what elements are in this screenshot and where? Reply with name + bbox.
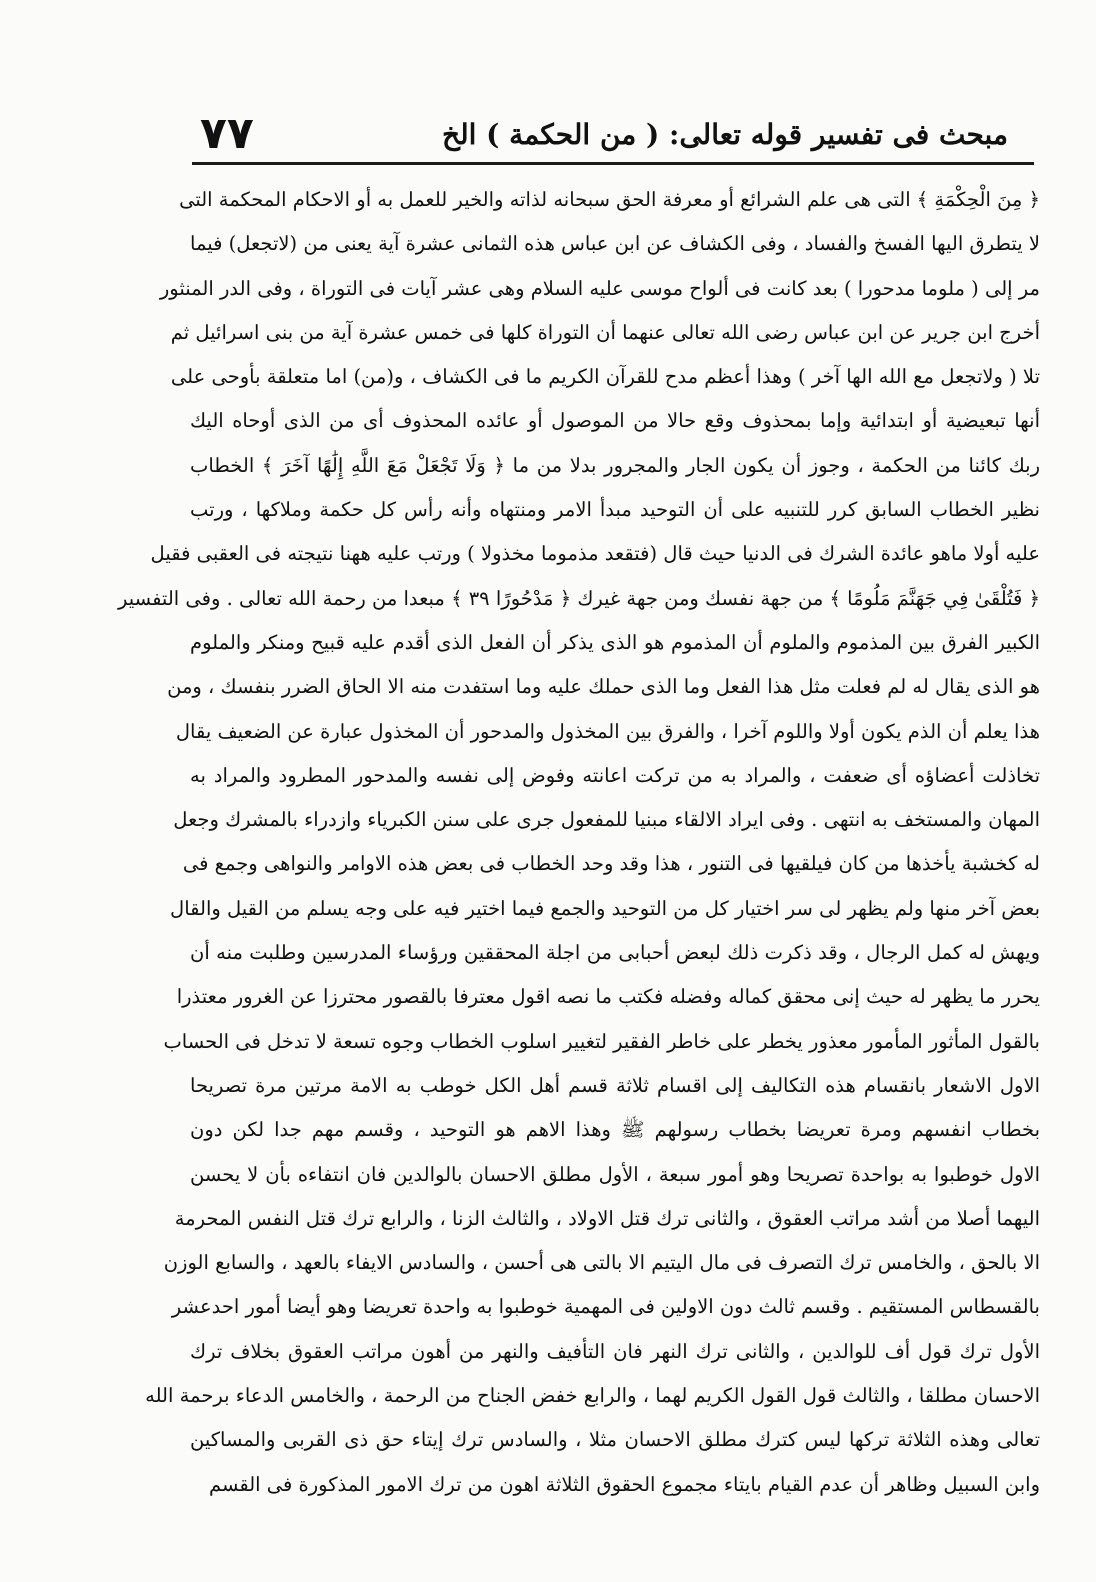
text-line: الكبير الفرق بين المذموم والملوم أن المذموم هو الذى يذكر أن الفعل الذى أقدم عليه قبيح ومنكر والملوم <box>190 630 1040 654</box>
text-line: أخرج ابن جرير عن ابن عباس رضى الله تعالى عنهما أن التوراة كلها فى خمس عشرة آية من بنى اسرائيل ثم <box>170 320 1040 344</box>
text-line: تعالى وهذه الثلاثة تركها ليس كترك مطلق الاحسان مثلا ، والسادس ترك إيتاء حق ذى القربى والمساكين <box>190 1428 1040 1452</box>
body-text <box>118 178 1040 1507</box>
text-line: نظير الخطاب السابق كرر للتنبيه على أن التوحيد مبدأ الامر ومنتهاه وأنه رأس كل حكمة وملاكها ، ورتب <box>190 498 1040 522</box>
page-number: ٧٧ <box>200 108 254 159</box>
text-line: هذا يعلم أن الذم يكون أولا واللوم آخرا ، والفرق بين المخذول والمدحور أن المخذول عبارة عن الضعيف يقال <box>175 719 1040 743</box>
text-line: ﴿ فَتُلْقَىٰ فِي جَهَنَّمَ مَلُومًا ﴾ من جهة نفسك ومن جهة غيرك ﴿ مَدْحُورًا ٣٩ ﴾ مبعدا من رحمة الله تعالى . وفى التفسير <box>118 586 1040 610</box>
text-line: الأول ترك قول أف للوالدين ، والثانى ترك النهر فان التأفيف والنهر من أهون مراتب العقوق بخلاف ترك <box>190 1339 1040 1363</box>
text-line: الاول خوطبوا به بواحدة تصريحا وهو أمور سبعة ، الأول مطلق الاحسان بالوالدين فان انتفاءه بأن لا يحسن <box>190 1162 1040 1186</box>
text-line: اليهما أصلا من أشد مراتب العقوق ، والثانى ترك قتل الاولاد ، والثالث الزنا ، والرابع ترك قتل النفس المحرمة <box>174 1206 1040 1230</box>
text-line: له كخشبة يأخذها من كان فيلقيها فى التنور ، هذا وقد وحد الخطاب فى بعض هذه الاوامر والنواهى وجمع فى <box>182 852 1040 876</box>
text-line: بخطاب انفسهم ومرة تعريضا بخطاب رسولهم ﷺ وهذا الاهم هو التوحيد ، وقسم مهم جدا لكن دون <box>190 1118 1040 1142</box>
text-line: الاحسان مطلقا ، والثالث قول القول الكريم لهما ، والرابع خفض الجناح من الرحمة ، والخامس الدعاء برحمة الله <box>145 1384 1040 1408</box>
page-header <box>190 108 1026 168</box>
text-line: تخاذلت أعضاؤه أى ضعفت ، والمراد به من تركت اعانته وفوض إلى نفسه والمدحور المطرود والمراد به <box>190 763 1040 787</box>
text-line: بالقول المأثور المأمور معذور يخطر على خاطر الفقير لتغيير اسلوب الخطاب وجوه تسعة لا تدخل فى الحساب <box>163 1029 1040 1053</box>
text-line: ﴿ مِنَ الْحِكْمَةِ ﴾ التى هى علم الشرائع أو معرفة الحق سبحانه لذاته والخير للعمل به أو الاحكام المحكمة التى <box>179 188 1040 211</box>
text-line: الاول الاشعار بانقسام هذه التكاليف إلى اقسام ثلاثة قسم أهل الكل خوطب به الامة مرتين مرة تصريحا <box>190 1073 1040 1097</box>
text-line: بالقسطاس المستقيم . وقسم ثالث دون الاولين فى المهمية خوطبوا به واحدة تعريضا وهو أيضا أمور احدعشر <box>171 1295 1040 1319</box>
text-line: عليه أولا ماهو عائدة الشرك فى الدنيا حيث قال (فتقعد مذموما مخذولا ) ورتب عليه ههنا نتيجته فى العقبى فقيل <box>150 542 1040 566</box>
text-line: تلا ( ولاتجعل مع الله الها آخر ) وهذا أعظم مدح للقرآن الكريم ما فى الكشاف ، و(من) اما متعلقة بأوحى على <box>170 365 1040 389</box>
text-line: المهان والمستخف به انتهى . وفى ايراد الالقاء مبنيا للمفعول جرى على سنن الكبرياء وازدراء بالمشرك وجعل <box>173 808 1040 832</box>
text-line: الا بالحق ، والخامس ترك التصرف فى مال اليتيم الا بالتى هى أحسن ، والسادس الايفاء بالعهد ، والسابع الوزن <box>163 1251 1040 1275</box>
text-line: أنها تبعيضية أو ابتدائية وإما بمحذوف وقع حالا من الموصول أو عائده المحذوف أى من الذى أوحاه اليك <box>190 409 1040 433</box>
text-line: وابن السبيل وظاهر أن عدم القيام بايتاء مجموع الحقوق الثلاثة اهون من ترك الامور المذكورة فى القسم <box>208 1472 1040 1496</box>
text-line: مر إلى ( ملوما مدحورا ) بعد كانت فى ألواح موسى عليه السلام وهى عشر آيات فى التوراة ، وفى الدر المنثور <box>159 276 1040 300</box>
text-line: هو الذى يقال له لم فعلت مثل هذا الفعل وما الذى حملك عليه وما استفدت منه الا الحاق الضرر بنفسك ، ومن <box>167 675 1040 699</box>
header-rule <box>192 162 1034 165</box>
text-line: بعض آخر منها ولم يظهر لى سر اختيار كل من التوحيد والجمع فيما اختير فيه على وجه يسلم من القيل والقال <box>170 896 1040 920</box>
text-line: لا يتطرق اليها الفسخ والفساد ، وفى الكشاف عن ابن عباس هذه الثمانى عشرة آية يعنى من (لاتجعل) فيما <box>190 232 1040 256</box>
text-line: ربك كائنا من الحكمة ، وجوز أن يكون الجار والمجرور بدلا من ما ﴿ وَلَا تَجْعَلْ مَعَ اللَّهِ إِلَٰهًا آخَرَ ﴾ الخطاب <box>190 453 1040 477</box>
text-line: يحرر ما يظهر له حيث إنى محقق كماله وفضله فكتب ما نصه اقول معترفا بالقصور محترزا عن الغرور معتذرا <box>176 985 1040 1009</box>
text-line: ويهش له كمل الرجال ، وقد ذكرت ذلك لبعض أحبابى من اجلة المحققين ورؤساء المدرسين وطلبت منه أن <box>190 941 1040 965</box>
running-title: مبحث فى تفسير قوله تعالى: ( من الحكمة ) الخ <box>442 118 1008 151</box>
